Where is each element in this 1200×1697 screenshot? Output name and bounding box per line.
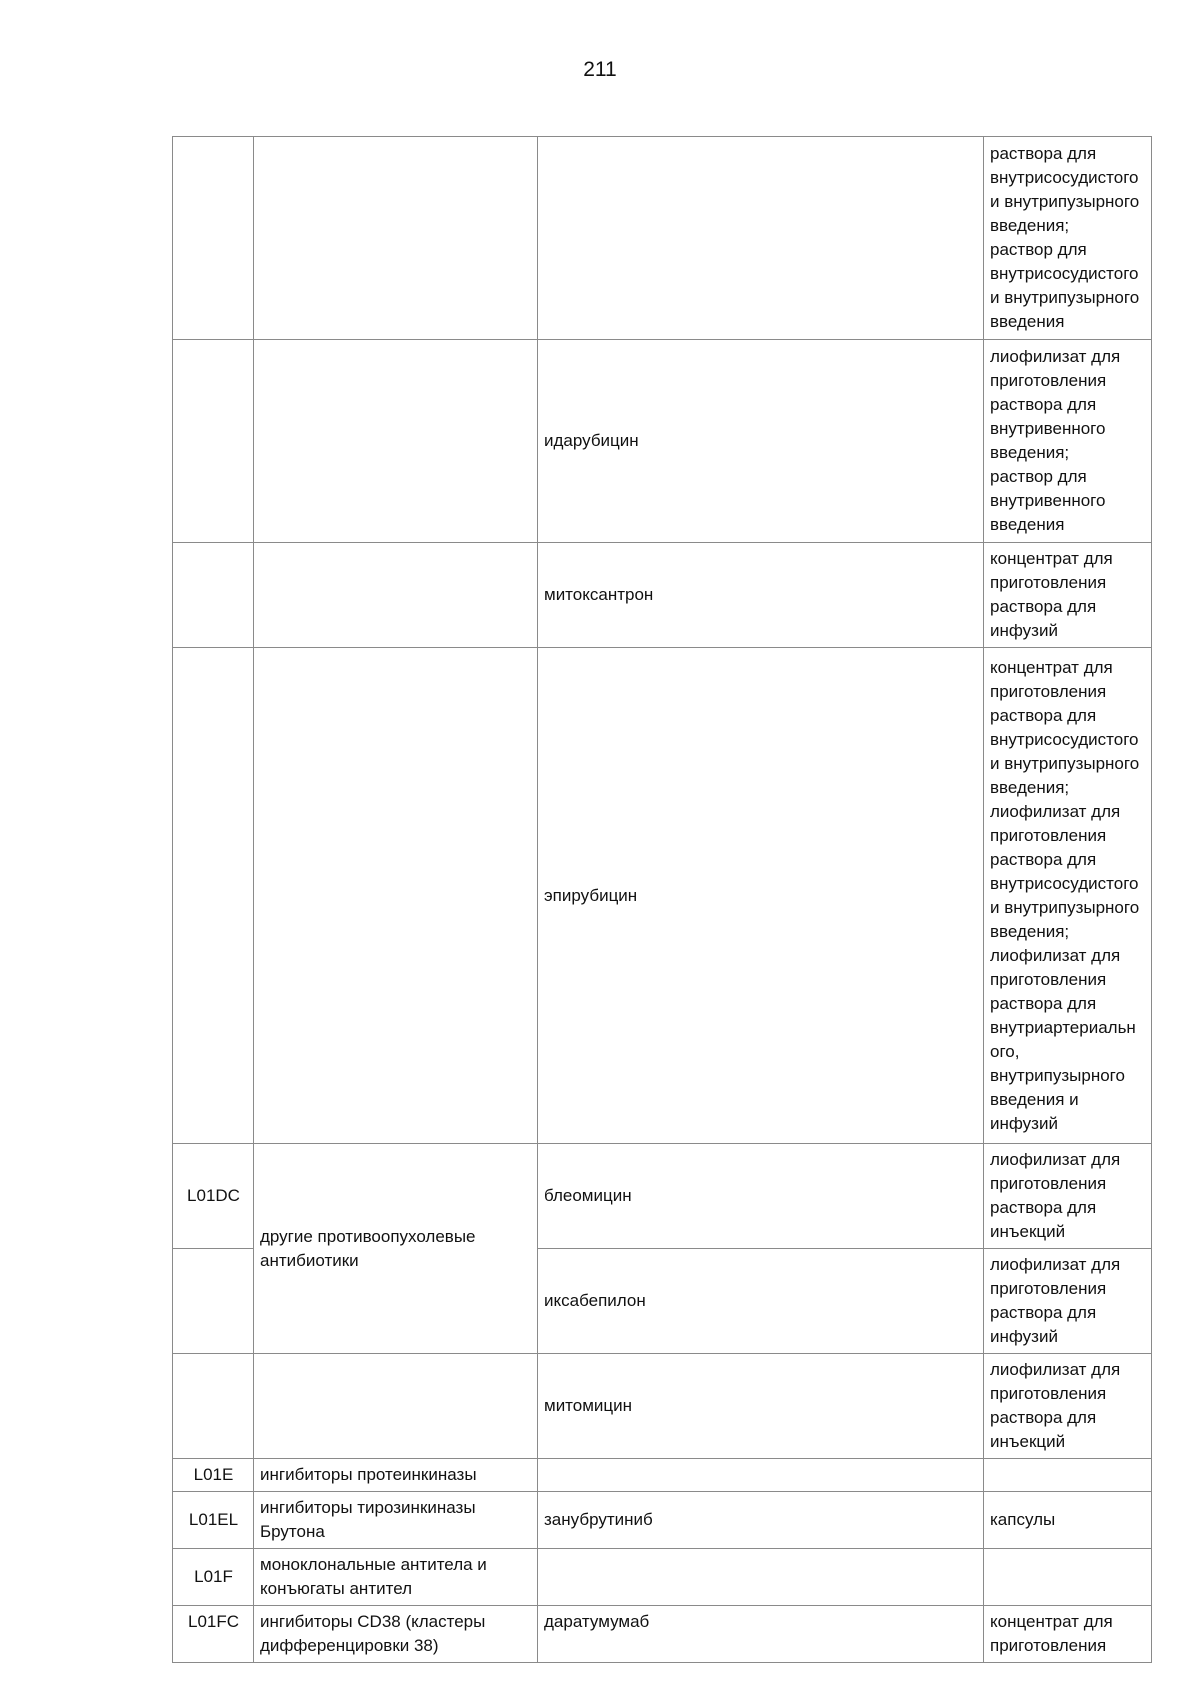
dosage-form-line: раствора для — [990, 705, 1097, 725]
drug-cell: идарубицин — [538, 340, 984, 543]
dosage-form-line: лиофилизат для — [990, 1255, 1121, 1274]
dosage-form-line: введения; — [990, 216, 1070, 235]
dosage-form-line: введения; — [990, 443, 1070, 462]
dosage-form-line: приготовления — [990, 573, 1107, 592]
dosage-form-line: инфузий — [990, 1113, 1058, 1133]
group-cell — [254, 648, 538, 1144]
dosage-form-cell — [984, 648, 1152, 1144]
group-cell — [254, 340, 538, 543]
group-cell — [254, 1459, 538, 1492]
dosage-form-line: концентрат для — [990, 549, 1113, 568]
dosage-form-line: внутривенного — [990, 491, 1106, 510]
dosage-form-cell — [984, 1354, 1152, 1459]
table-row — [173, 543, 1152, 648]
dosage-form-line: и внутрипузырного — [990, 288, 1140, 307]
dosage-form-line: и внутрипузырного — [990, 192, 1140, 211]
dosage-form-line: раствора для — [990, 144, 1097, 163]
dosage-form-line: и внутрипузырного — [990, 753, 1140, 773]
dosage-form-line: концентрат для — [990, 657, 1113, 677]
group-cell — [254, 1606, 538, 1663]
group-line: моноклональные антитела и — [260, 1555, 487, 1574]
group-line: другие противоопухолевые — [260, 1226, 476, 1246]
dosage-form-line: введения — [990, 312, 1065, 331]
drug-cell: эпирубицин — [538, 648, 984, 1144]
dosage-form-line: приготовления — [990, 1279, 1107, 1298]
dosage-form-cell — [984, 137, 1152, 340]
atc-code-cell: L01EL — [173, 1492, 254, 1549]
dosage-form-line: раствора для — [990, 1303, 1097, 1322]
drug-cell: даратумумаб — [538, 1606, 984, 1663]
drug-cell — [538, 1549, 984, 1606]
dosage-form-line: внутриартериальн — [990, 1017, 1136, 1037]
table-row — [173, 1492, 1152, 1549]
drug-cell: иксабепилон — [538, 1249, 984, 1354]
dosage-form-line: введения и — [990, 1089, 1079, 1109]
dosage-form-line: лиофилизат для — [990, 1360, 1121, 1379]
dosage-form-line: приготовления — [990, 825, 1107, 845]
page-number: 211 — [583, 58, 617, 81]
dosage-form-line: введения; — [990, 921, 1070, 941]
drug-cell — [538, 137, 984, 340]
dosage-form-line: раствора для — [990, 1198, 1097, 1217]
group-cell — [254, 1144, 538, 1354]
group-cell — [254, 543, 538, 648]
group-line: ингибиторы CD38 (кластеры — [260, 1612, 486, 1631]
dosage-form-line: лиофилизат для — [990, 347, 1121, 366]
drug-cell: митоксантрон — [538, 543, 984, 648]
dosage-form-line: приготовления — [990, 1384, 1107, 1403]
group-line: дифференцировки 38) — [260, 1636, 439, 1655]
dosage-form-line: приготовления — [990, 969, 1107, 989]
dosage-form-cell — [984, 1249, 1152, 1354]
dosage-form-line: раствор для — [990, 240, 1087, 259]
dosage-form-cell — [984, 1492, 1152, 1549]
atc-code-cell — [173, 648, 254, 1144]
drug-cell — [538, 1459, 984, 1492]
dosage-form-cell — [984, 1144, 1152, 1249]
dosage-form-line: и внутрипузырного — [990, 897, 1140, 917]
dosage-form-line: внутрисосудистого — [990, 729, 1139, 749]
dosage-form-cell — [984, 1606, 1152, 1663]
dosage-form-cell — [984, 1549, 1152, 1606]
dosage-form-line: раствора для — [990, 597, 1097, 616]
atc-code-cell: L01FC — [173, 1606, 254, 1663]
table-row — [173, 1459, 1152, 1492]
atc-code-cell — [173, 1354, 254, 1459]
dosage-form-line: ого, — [990, 1041, 1020, 1061]
dosage-form-line: раствора для — [990, 1408, 1097, 1427]
atc-code-cell — [173, 543, 254, 648]
table-row — [173, 648, 1152, 1144]
dosage-form-line: раствора для — [990, 395, 1097, 414]
dosage-form-line: приготовления — [990, 371, 1107, 390]
atc-code-cell — [173, 340, 254, 543]
table-row — [173, 1144, 1152, 1249]
dosage-form-line: лиофилизат для — [990, 1150, 1121, 1169]
dosage-form-line: инфузий — [990, 621, 1058, 640]
drug-cell: занубрутиниб — [538, 1492, 984, 1549]
atc-code-cell: L01F — [173, 1549, 254, 1606]
dosage-form-line: капсулы — [990, 1510, 1056, 1529]
group-cell — [254, 1354, 538, 1459]
group-cell — [254, 137, 538, 340]
table-row — [173, 340, 1152, 543]
table-row — [173, 1606, 1152, 1663]
group-cell — [254, 1549, 538, 1606]
dosage-form-line: введения — [990, 515, 1065, 534]
table-row — [173, 1354, 1152, 1459]
drug-cell: блеомицин — [538, 1144, 984, 1249]
dosage-form-line: раствора для — [990, 993, 1097, 1013]
dosage-form-line: раствор для — [990, 467, 1087, 486]
dosage-form-line: приготовления — [990, 681, 1107, 701]
atc-code-cell — [173, 1249, 254, 1354]
dosage-form-line: внутрисосудистого — [990, 168, 1139, 187]
dosage-form-line: внутрипузырного — [990, 1065, 1125, 1085]
dosage-form-line: инъекций — [990, 1432, 1066, 1451]
dosage-form-cell — [984, 543, 1152, 648]
group-line: Брутона — [260, 1522, 325, 1541]
group-line: ингибиторы тирозинкиназы — [260, 1498, 476, 1517]
dosage-form-line: внутрисосудистого — [990, 873, 1139, 893]
dosage-form-line: инъекций — [990, 1222, 1066, 1241]
atc-code-cell: L01DC — [173, 1144, 254, 1249]
group-line: антибиотики — [260, 1250, 359, 1270]
dosage-form-line: лиофилизат для — [990, 801, 1121, 821]
atc-code-cell — [173, 137, 254, 340]
group-line: конъюгаты антител — [260, 1579, 413, 1598]
drug-cell: митомицин — [538, 1354, 984, 1459]
atc-code-cell: L01E — [173, 1459, 254, 1492]
dosage-form-cell — [984, 340, 1152, 543]
dosage-form-line: введения; — [990, 777, 1070, 797]
dosage-form-line: внутрисосудистого — [990, 264, 1139, 283]
table-row — [173, 137, 1152, 340]
dosage-form-line: лиофилизат для — [990, 945, 1121, 965]
dosage-form-line: приготовления — [990, 1636, 1107, 1655]
group-cell — [254, 1492, 538, 1549]
dosage-form-line: инфузий — [990, 1327, 1058, 1346]
drug-table — [172, 136, 1152, 1663]
group-line: ингибиторы протеинкиназы — [260, 1465, 477, 1484]
dosage-form-line: концентрат для — [990, 1612, 1113, 1631]
dosage-form-line: внутривенного — [990, 419, 1106, 438]
table-row — [173, 1549, 1152, 1606]
dosage-form-line: приготовления — [990, 1174, 1107, 1193]
dosage-form-cell — [984, 1459, 1152, 1492]
dosage-form-line: раствора для — [990, 849, 1097, 869]
